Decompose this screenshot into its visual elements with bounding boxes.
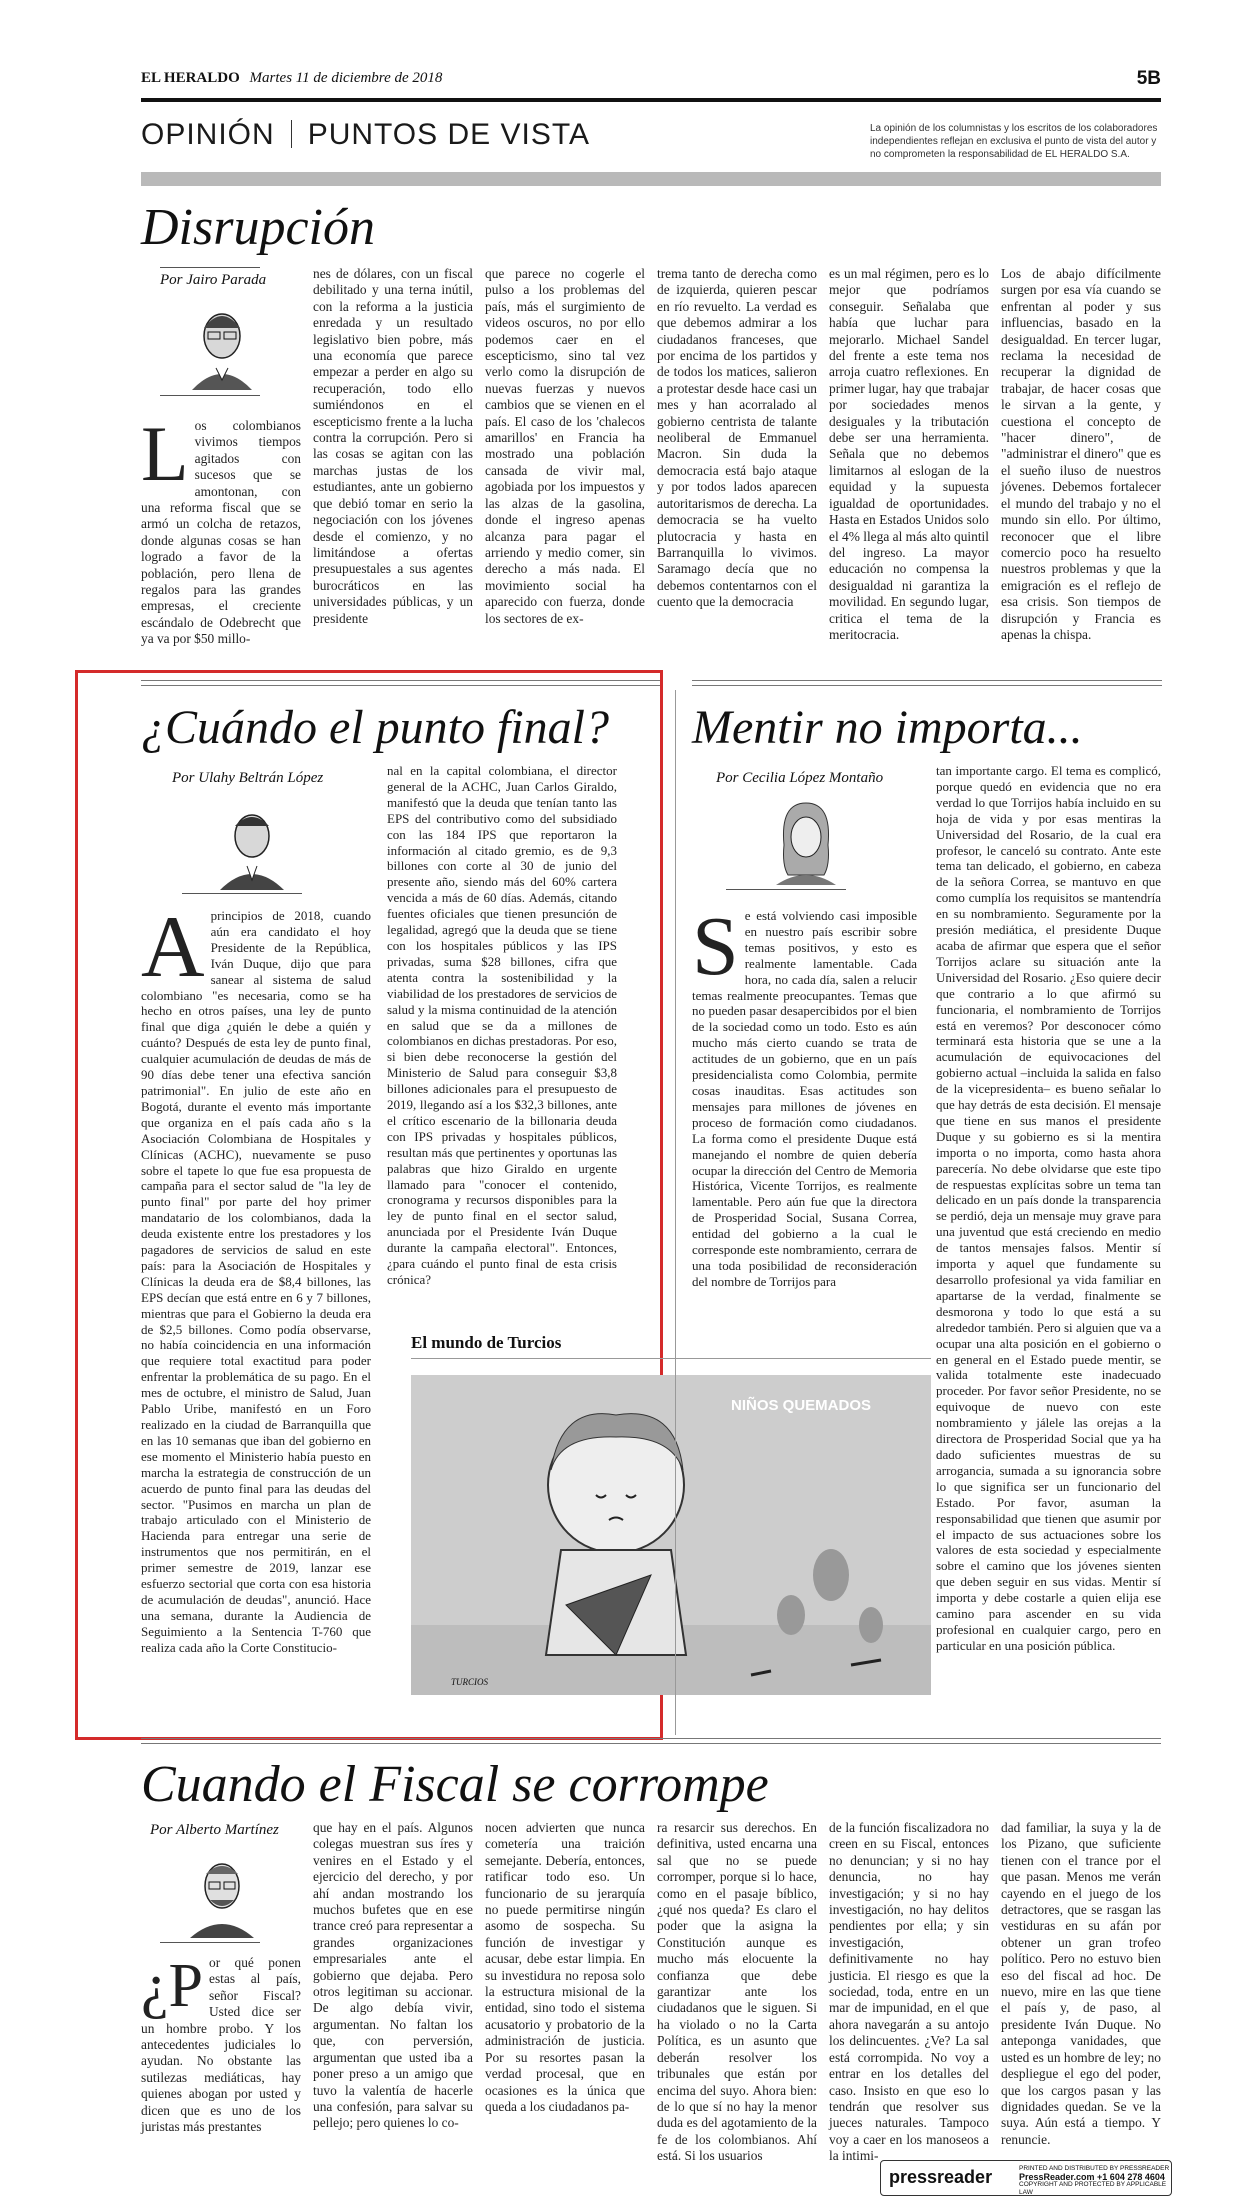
dropcap: S <box>692 900 739 993</box>
byline-rule <box>726 889 846 890</box>
section-right: PUNTOS DE VISTA <box>307 118 590 151</box>
cartoon-title: El mundo de Turcios <box>411 1333 562 1352</box>
disclaimer: La opinión de los columnistas y los escritos de los colaboradores independientes reflejan en exclusiva el punto de vista del autor y no comprometen la responsabilidad de EL HERALDO S.A. <box>870 123 1158 160</box>
article2-headline: ¿Cuándo el punto final? <box>141 701 609 754</box>
column-divider <box>675 690 676 1735</box>
pressreader-badge[interactable] <box>880 2160 1172 2196</box>
byline-rule <box>182 893 302 894</box>
article4-col2: que hay en el país. Algunos colegas muestran sus íres y venires en el Estado y el ejercicio del derecho, y por ahí andan mostrando los muchos bufetes que en ese trance creó para representar a grandes organizaciones empresariales ante el gobierno que dejaba. Pero otros legitiman su accionar. De algo debía vivir, argumentan. No faltan los que, con perversión, argumentan que usted iba a poner preso a un amigo que tuvo la valentía de hacerle una confesión, para salvar su pellejo; pero quienes lo co- <box>313 1820 473 2131</box>
article4-col3: nocen advierten que nunca cometería una traición semejante. Debería, entonces, ratificar todo eso. Un funcionario de su jerarquía no puede permitirse ningún asomo de sospecha. Su función de investigar y acusar, debe estar limpia. En su investidura no reposa solo la estructura misional de la entidad, sino todo el sistema acusatorio y probatorio de la administración de justicia. Por su resortes pasan la verdad procesal, que en ocasiones es la única que queda a los ciudadanos pa- <box>485 1820 645 2114</box>
issue-date: Martes 11 de diciembre de 2018 <box>249 70 443 86</box>
article1-col1: Los colombianos vivimos tiempos agitados con sucesos que se amontonan, con una reforma fiscal que se armó un colcha de retazos, donde algunas cosas se han logrado a favor de la población, pero llena de regalos para las grandes empresas, el creciente escándalo de Odebrecht que ya va por $50 millo- <box>141 410 301 647</box>
article1-col5: es un mal régimen, pero es lo mejor que podríamos conseguir. Señalaba que había que luchar para mejorarlo. Michael Sandel del frente a este tema nos arroja cuatro reflexiones. En primer lugar, hay que trabajar por sociedades menos desiguales y la tributación debe ser una herramienta. Señala que no debemos limitarnos al eslogan de la equidad y la supuesta igualdad de oportunidades. Hasta en Estados Unidos solo el 4% llega al más alto quintil del ingreso. La mayor educación no compensa la desigualdad ni garantiza la movilidad. En segundo lugar, critica el tema de la meritocracia. <box>829 266 989 642</box>
author-photo-jairo-parada <box>182 298 262 390</box>
byline-rule <box>160 1942 260 1943</box>
article1-col2: nes de dólares, con un fiscal debilitado y una terna inútil, con la reforma a la justicia enredada y un resultado legislativo bien pobre, más una economía que parece empezar a perder en algo su recuperación, todo ello sumiéndonos en el escepticismo frente a la lucha contra la corrupción. Pero si las cosas se agitan con las marchas justas de los estudiantes, ante un gobierno que debió tomar en serio la negociación con los jóvenes desde el comienzo, y no limitándose a ofertas presupuestales a sus agentes burocráticos en las universidades públicas, y un presidente <box>313 266 473 626</box>
article1-byline: Por Jairo Parada <box>160 272 267 288</box>
article3-col1: Se está volviendo casi imposible en nuestro país escribir sobre temas positivos, y esto es realmente lamentable. Cada hora, no cada día, salen a relucir temas realmente preocupantes. Temas que no pueden pasar desapercibidos por el bien de la sociedad como un todo. Esto es aún mucho más cierto cuando se trata de actitudes de un gobierno, que en un país presidencialista como Colombia, permite cosas inauditas. Esas actitudes son mensajes para millones de jóvenes en proceso de formación como ciudadanos. La forma como el presidente Duque está manejando el nombre de quien debería ocupar la dirección del Centro de Memoria Histórica, Vicente Torrijos, es realmente lamentable. Pero aún fue que la directora de Prosperidad Social, Susana Correa, entidad del gobierno a la cual le corresponde este nombramiento, cerrara de una toda posibilidad de reconsideración del nombre de Torrijos para <box>692 900 917 1289</box>
article4-col5: de la función fiscalizadora no creen en su Fiscal, entonces no denuncian; y si no hay denuncia, no hay investigación; y si no hay investigación, no hay delitos pendientes por ella; y sin investigación, definitivamente no hay justicia. El riesgo es que la sociedad, toda, entre en un mar de impunidad, en el que ahora navegarán a su antojo los delincuentes. ¿Ve? La sal está corrompida. No voy a entrar en los detalles del caso. Insisto en que eso lo tendrán que resolver sus jueces naturales. Tampoco voy a caer en los manoseos a la intimi- <box>829 1820 989 2164</box>
section-title <box>141 118 590 152</box>
masthead <box>141 70 1161 92</box>
article1-col6: Los de abajo difícilmente surgen por esa vía cuando se enfrentan al poder y sus influencias, basado en la desigualdad. En tercer lugar, reclama la necesidad de recuperar la dignidad de trabajar, de hacer cosas que le sirvan a la gente, y cuestiona el concepto de "hacer dinero", de "administrar el dinero" que es el sueño iluso de nuestros jóvenes. Debemos fortalecer el mundo del trabajo y no el mundo sin ello. Por último, reconocer que el libre comercio poco ha resuelto nuestros problemas y que la emigración es el reflejo de esa crisis. Son tiempos de disrupción y Francia es apenas la chispa. <box>1001 266 1161 642</box>
pressreader-logo: pressreader <box>889 2167 993 2187</box>
article3-byline: Por Cecilia López Montaño <box>716 770 884 786</box>
section-left: OPINIÓN <box>141 118 275 151</box>
divider <box>141 1738 1161 1744</box>
section-bar <box>141 172 1161 186</box>
cartoon-caption: NIÑOS QUEMADOS <box>730 1397 871 1414</box>
author-photo-ulahy-beltran <box>212 800 292 890</box>
cartoonist-signature: TURCIOS <box>451 1677 489 1687</box>
article4-col1: ¿P or qué ponen estas al país, señor Fiscal? Usted dice ser un hombre probo. Y los antecedentes judiciales lo ayudan. No obstante las sutilezas mediáticas, hay quienes abogan por usted y dicen que es uno de los juristas más prestantes <box>141 1952 301 2135</box>
byline-rule <box>160 267 260 268</box>
pressreader-text: PRINTED AND DISTRIBUTED BY PRESSREADER PressReader.com +1 604 278 4604 COPYRIGHT AND PROTECTED BY APPLICABLE LAW <box>1019 2165 1170 2196</box>
article1-col4: trema tanto de derecha como de izquierda, quieren pescar en río revuelto. La verdad es que debemos admirar a los ciudadanos franceses, que por encima de los partidos y de todos los matices, salieron a protestar desde hace casi un mes y han acorralado al gobierno centrista de talante neoliberal de Emmanuel Macron. Sin duda la democracia está bajo ataque y por todos lados aparecen autoritarismos de derecha. La democracia se ha vuelto plutocracia y hasta en Barranquilla lo vivimos. Saramago decía que no debemos contentarnos con el cuento que la democracia <box>657 266 817 610</box>
paper-name: EL HERALDO <box>141 70 240 86</box>
article2-col1: Aprincipios de 2018, cuando aún era candidato el hoy Presidente de la República, Iván Duque, dijo que para sanear al sistema de salud colombiano "es necesaria, como se ha hecho en otros países, una ley de punto final que diga ¿quién le debe a quién y cuánto? Después de esta ley de punto final, cualquier acumulación de deudas de más de 90 días debe tener una efectiva sanción patrimonial". En julio de este año en Bogotá, durante el evento más importante que organiza en el país cada año s la Asociación Colombiana de Hospitales y Clínicas (ACHC), nuevamente se puso sobre el tapete lo que fue esa propuesta de campaña para el sector salud de "la ley de punto final" por parte del hoy primer mandatario de los colombianos, dada la deuda existente entre los prestadores y los pagadores de servicios de salud en este país: para la Asociación de Hospitales y Clínicas la deuda era de $8,4 billones, las EPS decían que está entre en 6 y 7 billones, mientras que para el Gobierno la deuda era de $2,5 billones. Como podía observarse, no había coincidencia en una información que requiere total exactitud para poder enfrentar la problemática de su pago. En el mes de octubre, el ministro de Salud, Juan Pablo Uribe, manifestó en un Foro realizado en la ciudad de Barranquilla que en las 10 semanas que iban del gobierno en ese momento el Ministerio había puesto en marcha la estrategia de construcción de un acuerdo de punto final para las deudas del sector. "Pusimos en marcha un plan de trabajo articulado con el Ministerio de Hacienda para entregar una serie de instrumentos que nos permitirán, en el primer semestre de 2019, lanzar ese esfuerzo sectorial que corta con esa historia de acumulación de deudas", anunció. Hace una semana, durante la Audiencia de Seguimiento a la Sentencia T-760 que realiza cada año la Corte Constitucio- <box>141 899 371 1655</box>
article4-headline: Cuando el Fiscal se corrompe <box>141 1756 769 1813</box>
article3-headline: Mentir no importa... <box>692 701 1083 754</box>
dropcap: ¿P <box>141 1952 203 2020</box>
article2-byline: Por Ulahy Beltrán López <box>172 770 324 786</box>
section-separator <box>291 120 292 148</box>
divider <box>692 680 1162 686</box>
dropcap: A <box>141 899 205 996</box>
author-photo-alberto-martinez <box>182 1848 262 1938</box>
article4-byline: Por Alberto Martínez <box>150 1822 279 1838</box>
article4-col4: ra resarcir sus derechos. En definitiva, usted encarna una sal que no se puede corromper, porque si lo hace, como en el pasaje bíblico, ¿qué nos queda? Es claro el poder que la asigna la Constitución aunque es mucho más elocuente la confianza que debe garantizar ante los ciudadanos que le siguen. Si ha violado o no la Carta Política, es un asunto que deberán resolver los tribunales que están por encima del suyo. Ahora bien: de lo que sí no hay la menor duda es del agotamiento de la fe de los colombianos. Ahí está. Si los usuarios <box>657 1820 817 2164</box>
author-photo-cecilia-lopez <box>766 795 846 885</box>
article3-col2: tan importante cargo. El tema es complicó, porque quedó en evidencia que no era verdad lo que Torrijos había incluido en su hoja de vida y por esas mentiras la Universidad del Rosario, de la cual era profesor, le canceló su contrato. Ante este tema tan delicado, el gobierno, en cabeza de la señora Correa, se mantuvo en que como cumplía los requisitos se mantendría en su nombramiento. Seguramente por la presión mediática, el presidente Duque acaba de afirmar que espera que el señor Torrijos aclare su situación ante la Universidad del Rosario. ¿Eso quiere decir que contrario a lo que afirmó su funcionaria, el nombramiento de Torrijos está en veremos? Por desconocer cómo terminará esta historia que se une a la acumulación de equivocaciones del gobierno actual –incluida la salida en falso de la vicepresidenta– es bueno señalar lo que hay detrás de esta decisión. El mensaje que tiene en sus manos el presidente Duque y su gobierno es si la mentira importa o no importa, como hasta ahora parecería. No debe olvidarse que este tipo de respuestas explícitas sobre un tema tan delicado en un país donde la transparencia se perdió, deja un mensaje muy grave para una juventud que está creciendo en medio de tantos mensajes falsos. Mentir sí importa y aquel que fundamente su desarrollo profesional ya vida familiar en apartarse de la verdad, finalmente se desmorona y todo lo que está a su alrededor también. Pero si alguien que va a ocupar una alta posición en el gobierno o en general en el Estado puede mentir, se valida totalmente este inadecuado proceder. Por favor señor Presidente, no se equivoque de nuevo con este nombramiento y jálele las orejas a la directora de Prosperidad Social que ya ha dado suficientes muestras de su arrogancia, sumada a su ignorancia sobre lo que significa ser un funcionario del Estado. Por favor, asuman la responsabilidad que tienen que asumir por el impacto de sus actuaciones sobre los valores de esta sociedad y especialmente sobre el camino que los jóvenes sienten que deben seguir en sus vidas. Mentir sí importa y debe costarle a quien elija ese camino para ascender en su vida profesional en cualquier cargo, pero en particular en una posición pública. <box>936 763 1161 1653</box>
article1-col3: que parece no cogerle el pulso a los problemas del país, más el surgimiento de videos oscuros, no por ello podemos caer en el escepticismo, sino tal vez verlo como la disrupción de nuevas fuerzas y nuevos cambios que se vienen en el país. El caso de los 'chalecos amarillos' en Francia ha mostrado una población cansada de vivir mal, agobiada por los impuestos y las alzas de la gasolina, donde el ingreso apenas alcanza para pagar el arriendo y medio comer, sin derecho a más nada. El movimiento social ha aparecido con fuerza, donde los sectores de ex- <box>485 266 645 626</box>
editorial-cartoon <box>411 1375 931 1695</box>
article2-col2: nal en la capital colombiana, el director general de la ACHC, Juan Carlos Giraldo, manifestó que la deuda que tenían tanto las EPS del contributivo como del subsidiado con las 184 IPS que reportaron la información al citado gremio, es de 9,3 billones con corte al 30 de junio del presente año, siendo más del 60% cartera vencida a más de 60 días. Además, citando fuentes oficiales que tienen presunción de legalidad, agregó que la deuda que se tiene con los hospitales públicos y las IPS privadas, suma $28 billones, cifra que atenta contra la sostenibilidad y la viabilidad de los prestadores de servicios de salud y la misma continuidad de la atención en salud que se da a millones de colombianos en dichas prestadoras. Por eso, si bien debe reconocerse la gestión del Ministerio de Salud para conseguir $3,8 billones adicionales para el presupuesto de 2019, llegando así a los $32,3 billones, ante el crítico escenario de la billonaria deuda con IPS privadas y hospitales públicos, resultan más que pertinentes y oportunas las palabras que hizo Giraldo en urgente llamado para "conocer el contenido, cronograma y recursos disponibles para la ley de punto final en el sector salud, anunciada por el Presidente Iván Duque durante la campaña electoral". Entonces, ¿para cuándo el punto final de esta crisis crónica? <box>387 763 617 1287</box>
masthead-rule <box>141 98 1161 102</box>
dropcap: L <box>141 410 189 497</box>
page-number: 5B <box>1136 68 1161 89</box>
byline-rule <box>160 395 260 396</box>
cartoon-rule <box>411 1358 931 1359</box>
article4-col6: dad familiar, la suya y la de los Pizano, que suficiente tienen con el trance por el que pasan. Menos me verán cayendo en el juego de los detractores, que se rasgan las vestiduras en su afán por obtener un gran trofeo político. Pero no estuvo bien eso del fiscal ad hoc. De nuevo, mire en las que tiene el país y, de paso, al presidente Iván Duque. No anteponga vanidades, que usted es un hombre de ley; no despliegue el ego del poder, que los cargos pasan y las dignidades quedan. Se ve la suya. Aún está a tiempo. Y renuncie. <box>1001 1820 1161 2147</box>
article1-headline: Disrupción <box>141 199 375 256</box>
cartoon-drawing <box>411 1375 931 1695</box>
